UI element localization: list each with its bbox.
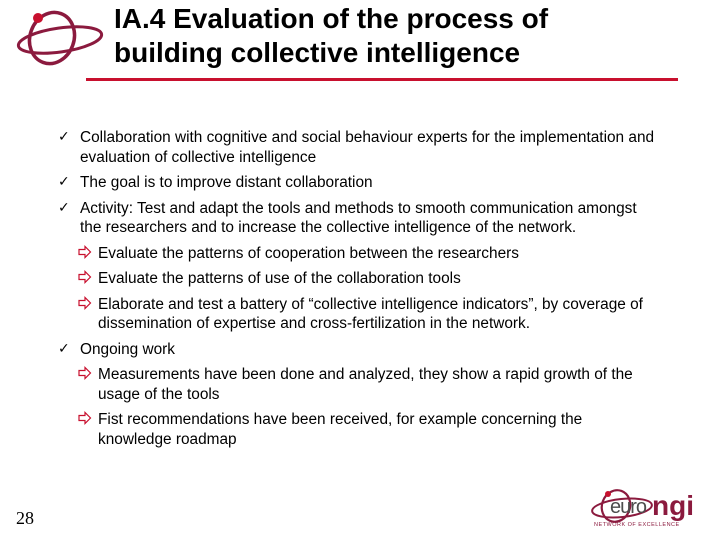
slide-title [114,2,704,70]
sub-bullet-item [56,295,656,334]
bullet-item-1 [56,128,656,167]
hollow-arrow-icon [78,411,92,425]
logo-tagline: NETWORK OF EXCELLENCE [594,522,680,528]
hollow-arrow-icon [78,366,92,380]
bullet-item-4 [56,340,656,360]
sub-bullet-text: Measurements have been done and analyzed, they show a rapid growth of the usage of the tools [98,366,633,403]
sub-bullet-text: Fist recommendations have been received, for example concerning the knowledge roadmap [98,411,583,448]
sub-bullet-item [56,365,656,404]
logo-text-ngi: ngi [652,490,694,521]
sub-bullet-text: Evaluate the patterns of use of the collaboration tools [98,270,461,287]
sub-bullet-item [56,410,656,449]
bullet-text: Ongoing work [80,340,175,358]
bullet-list [56,128,656,455]
slide-number: 28 [16,508,34,528]
hollow-arrow-icon [78,270,92,284]
euro-ngi-logo [588,488,712,532]
bullet-text: Activity: Test and adapt the tools and methods to smooth communication amongst the researchers and to increase the collective intelligence of the network. [80,199,637,236]
logo-text-euro: euro [610,496,647,518]
sub-bullet-item [56,244,656,264]
checkmark-icon: ✓ [58,199,70,216]
slide-title-line-1: IA.4 Evaluation of the process of [114,3,549,34]
checkmark-icon: ✓ [58,340,70,357]
slide-title-line-2: building collective intelligence [114,37,521,68]
euro-ngi-emblem-icon [8,4,112,76]
bullet-item-3 [56,199,656,238]
sub-bullet-item [56,269,656,289]
sub-bullet-text: Elaborate and test a battery of “collective intelligence indicators”, by coverage of dissemination of expertise and cross-fertilization in the network. [98,295,643,332]
hollow-arrow-icon [78,245,92,259]
sub-bullet-text: Evaluate the patterns of cooperation between the researchers [98,244,519,262]
bullet-text: Collaboration with cognitive and social behaviour experts for the implementation and evaluation of collective intelligence [80,129,655,166]
bullet-item-2 [56,173,656,193]
checkmark-icon: ✓ [58,174,70,190]
hollow-arrow-icon [78,296,92,310]
checkmark-icon: ✓ [58,129,70,145]
title-divider [86,78,678,81]
bullet-text: The goal is to improve distant collaboration [80,174,373,191]
